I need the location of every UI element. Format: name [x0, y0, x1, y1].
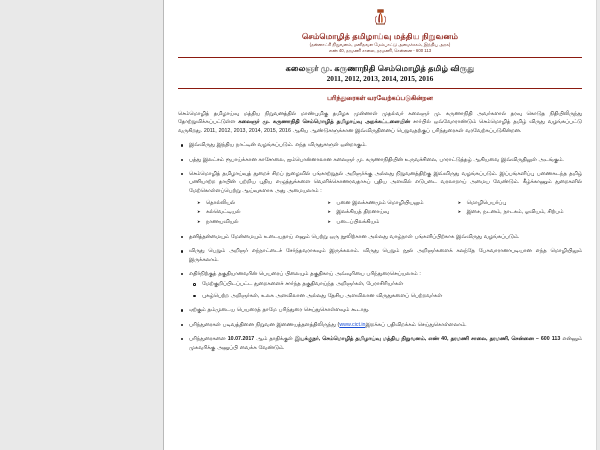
download-instruction-suffix: இறக்கப் பதிவிறக்கம் செய்துகொள்ளலாம். — [365, 321, 467, 328]
title-divider — [178, 88, 582, 89]
list-item — [178, 170, 582, 227]
intro-part2: சார்பில் ஒவ்வோராண்டும் செம்மொழித் தமிழ் விருது வழங்கப்பட்டு வருகிறது. 2011, 2012, 2013, 2014, 2015, 2016 ஆகிய ஆண்டுகளுக்கான இவ்விருதினைப் பெறுவதற்குப் பரிந்துரைகள் வரவேற்கப்படுகின்றன. — [178, 119, 582, 134]
subject-column-2 — [327, 199, 451, 227]
deadline-suffix: என்னும் முகவரிக்கு அனுப்பி வைக்க வேண்டும். — [189, 336, 582, 351]
nomination-subbullet-list — [189, 280, 582, 300]
submission-pincode: – 600 113 — [535, 336, 561, 343]
list-item: தனித்தன்மையும் மேன்மையும் உடையதாய் எனும் பெற்று ஒரு நூலிற்கான அல்லது வாழ்நாள் பங்களிப்பிற்காக இவ்விருது வழங்கப்படும். — [178, 233, 582, 241]
subject-column-1 — [197, 199, 321, 227]
deadline-prefix: பரிந்துரைகளை — [189, 336, 228, 343]
list-item-text: செம்மொழித் தமிழாய்வுத் துறைச் சிறப் நுழைவில் பங்காற்றுதல் அறிஞர்க்கு அல்லது நிறுவனத்திற்கு இவ்விருது வழங்கப்படும். இப்பங்களிப்பு பணைகடந்த தமிழ் பணியாற்ற தாயின் பற்றிய புதிய எழுத்துக்களை வெளிக்கொணரவதாகப் புதிய அளவில் எடுபடை வரலாறாய் அமைய வேண்டும். கீழ்க்காணும் துறைகளில் மேற்கொள்ளப்பெற்று ஆய்வுகளாக அது அமையலாம் : — [189, 171, 582, 194]
list-item: இவ்விருது இந்திய நாட்டின் வழங்கப்படும். எந்த விருதுகளுள் ஒன்றாகும். — [178, 141, 582, 149]
intro-paragraph — [178, 110, 582, 135]
logo-container — [178, 9, 582, 31]
intro-part1: செம்மொழித் தமிழாய்வு மத்திய நிறுவனத்தில் மாண்புமிகு தமிழக முன்னாள் முதல்வர் கலைஞர் மு. கருணாநிதி அவர்களால் தரவு கொடுத நிதியிலிருந்து தோற்றுவிக்கப்பட்டுள்ள — [178, 111, 582, 126]
document-page — [163, 0, 597, 450]
list-item — [178, 335, 582, 352]
subject-item: ➤ நாணயவியல் — [197, 218, 321, 226]
deadline-date: 10.07.2017 — [227, 336, 255, 343]
submission-address: இயக்குநர், செம்மொழித் தமிழாய்வு மத்திய நிறுவனம், எண் 40, தரமணி சாலை, தரமணி, சென்னை — [294, 336, 536, 343]
subject-item: ➤ இலக்கியத் திறனாய்வு — [327, 208, 451, 216]
subject-column-3 — [458, 199, 582, 227]
list-item: புகழ்பெற்ற அறிஞர்கள், உலக அளவிலான அல்லது தேசிய அளவிலான விருதுகளைப் பெற்றவர்கள் — [189, 292, 582, 300]
subject-columns — [189, 199, 582, 227]
list-item: விருது பெறும் அறிஞர் எந்நாட்டைச் சேர்ந்தவராகவும் இருக்கலாம். விருது பெறும் நூல் அறிஞர்களைக் கலந்தே பேசுவாரானாபடியான எந்த மொழியிலும் இருக்கலாம். — [178, 247, 582, 264]
list-item: ஏற்கும் தம்முடைய பெயரைத் தாமே பரிந்துரை செய்துகொள்ளவும் கூடாது. — [178, 306, 582, 314]
deadline-mid: ஆம் தாதிக்குள் — [254, 336, 295, 343]
list-item-text: எதிர்நிற்குத் தகுதியானவரின் பெயரைப் பிலையும் தகுதிகாய் அவ்வுரியை பரிந்துரைசெய்யலாம் : — [189, 271, 421, 278]
subject-item: ➤ மொழிபெயர்ப்பு — [458, 199, 582, 207]
header-divider — [178, 57, 582, 58]
list-item: பத்து இலட்சம் ரூபாய்க்கான காசோலை, ஐம்பொன்னாலான கலைஞர் மு. கருணாநிதியின் உருவச்சிலை, பாராட்டுத்தழ் ஆகியவை இவ்விருதிலுள் அடங்கும். — [178, 156, 582, 164]
subject-item: ➤ இசை, நடனம், நாடகம், ஓவியம், சிற்பம் — [458, 208, 582, 216]
document-body — [178, 110, 582, 352]
list-item — [178, 270, 582, 300]
subject-item: ➤ கல்வெட்டியல் — [197, 208, 321, 216]
intro-trust-name: கலைஞர் மு. கருணாநிதி செம்மொழித் தமிழாய்வு அறக்கட்டளையின் — [238, 119, 411, 126]
download-instruction-prefix: பரிந்துரைகள் படிவத்தினை நிறுவன இணையத்தளத்திலிருந்து ( — [189, 321, 340, 328]
award-title: கலைஞர் மு. கருணாநிதி செம்மொழித் தமிழ் விருது — [285, 64, 475, 73]
organization-name: செம்மொழித் தமிழாய்வு மத்திய நிறுவனம் — [301, 32, 459, 41]
organization-address: எண் 40, தரமணி சாலை, தரமணி, சென்னை - 600 113 — [328, 48, 432, 53]
list-item — [178, 321, 582, 329]
invitation-heading: பரிந்துரைகள் வரவேற்கப்படுகின்றன — [327, 95, 433, 102]
classical-tamil-institute-emblem-icon — [372, 9, 389, 26]
subject-item: ➤ பனை இலக்கணமும் மொழியியலும் — [327, 199, 451, 207]
institute-website-link[interactable]: www.cict.in — [339, 321, 366, 328]
subject-item: ➤ தொல்லியல் — [197, 199, 321, 207]
list-item: மேற்குறிப்பிடப்பட்ட துறைகளைச் சார்ந்த தகுதிவாய்ந்த அறிஞர்கள், பேராசிரியர்கள் — [189, 280, 582, 288]
primary-bullet-list — [178, 141, 582, 352]
subject-item: ➤ படைப்பிலக்கியம் — [327, 218, 451, 226]
organization-subtitle-authority: (தன்னாட்சி நிறுவனம், மனிதவள மேம்பாட்டு அமைச்சகம், இந்திய அரசு) — [309, 42, 451, 47]
award-years: 2011, 2012, 2013, 2014, 2015, 2016 — [326, 74, 434, 83]
